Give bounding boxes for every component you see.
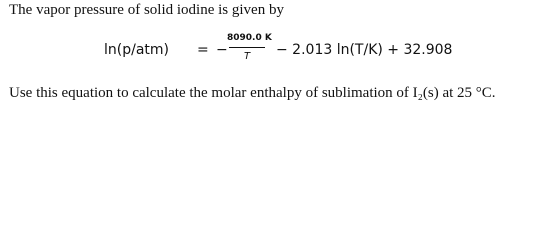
problem-question-text: Use this equation to calculate the molar enthalpy of sublimation of I₂(s) at 25 °C.: [9, 85, 496, 101]
fraction-numerator: 8090.0 K: [227, 33, 272, 43]
equation-lhs: ln(p/atm): [104, 42, 169, 58]
equation-remaining-terms: − 2.013 ln(T/K) + 32.908: [276, 42, 453, 58]
leading-minus-sign: −: [216, 42, 228, 58]
problem-intro-text: The vapor pressure of solid iodine is given by: [9, 2, 284, 18]
fraction: [227, 28, 272, 70]
fraction-denominator: T: [243, 51, 251, 62]
equals-sign: =: [197, 42, 209, 58]
fraction-bar: [229, 47, 265, 48]
